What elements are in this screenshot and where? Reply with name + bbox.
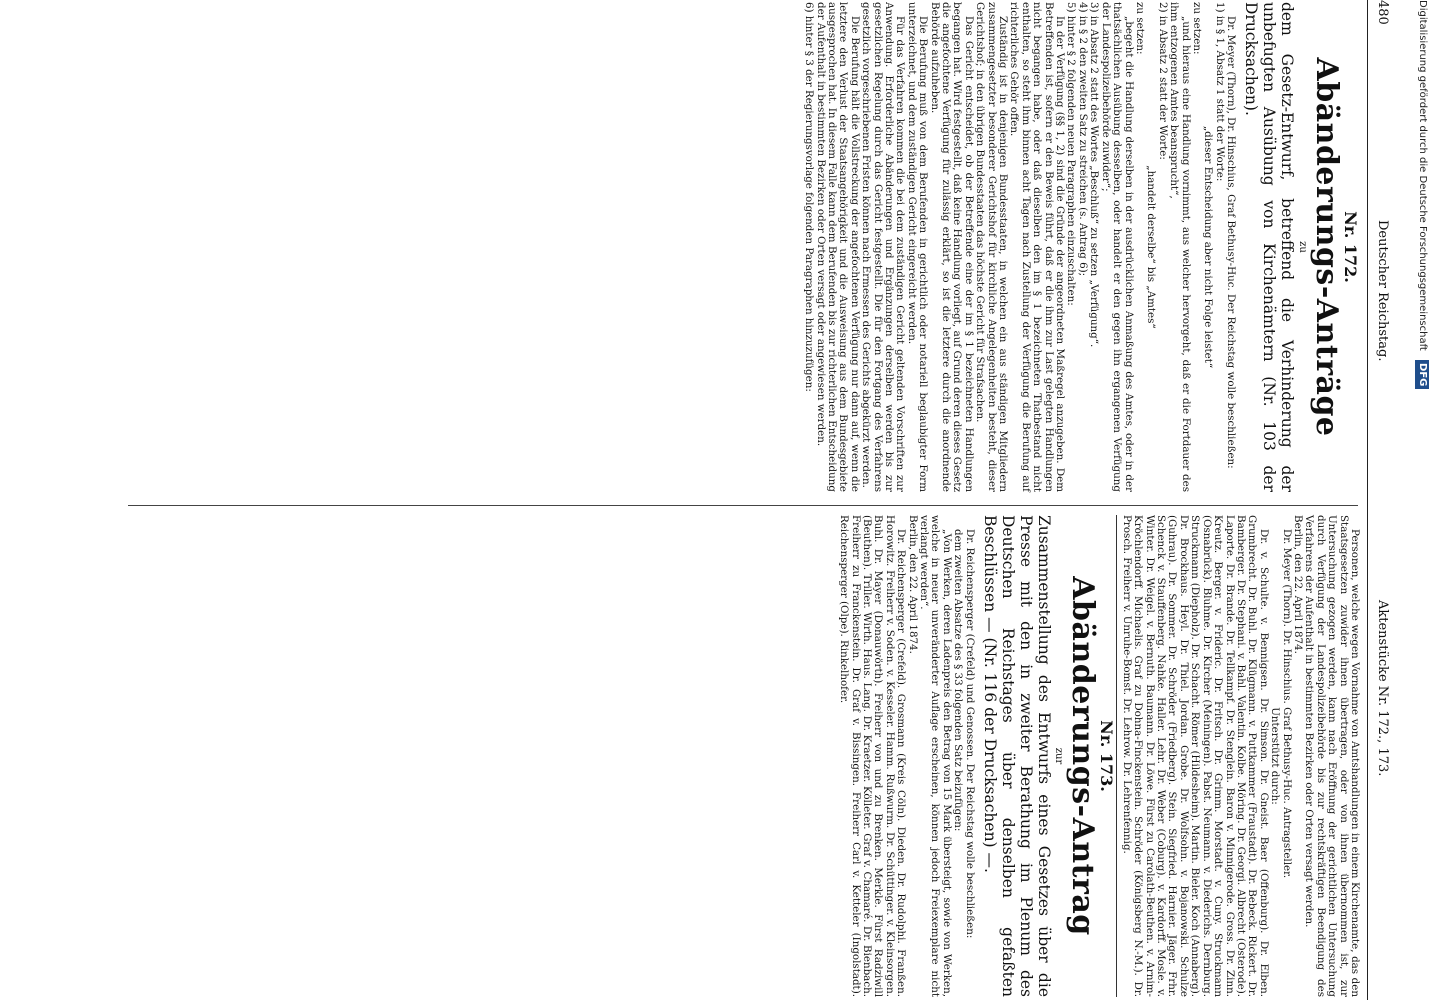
doc172-supported-by: Unterstützt durch:: [1269, 707, 1282, 805]
header-rule: [1367, 0, 1368, 1000]
dfg-watermark: [1411, 0, 1432, 1000]
column-divider: [128, 505, 1358, 506]
column-right: [838, 515, 1360, 997]
doc172-item-8: „begeht die Handlung derselben in der ausdrücklichen Anmaßung des Amtes, oder in der thatsächlichen Ausübung desselben, oder handelt er den gegen ihn ergangenen Verfügung der Landespolizeibehörde zuwider“;: [1099, 2, 1135, 492]
doc172-item-10: 4) in § 2 den zweiten Satz zu streichen (s. Antrag 6);: [1076, 2, 1089, 277]
doc172-signers: Dr. Meyer (Thorn). Dr. Hinschius. Graf Bethusy-Huc. Antragsteller.: [1280, 529, 1293, 879]
header-title: Deutscher Reichstag.: [1375, 220, 1390, 362]
doc172-date: Berlin, den 22. April 1874.: [1291, 515, 1304, 654]
doc172-item-7: zu setzen:: [1133, 2, 1146, 55]
column-left: [803, 2, 1360, 492]
doc172-para-7: 6) hinter § 3 der Regierungsvorlage folgenden Paragraphen hinzuzufügen:: [803, 2, 816, 392]
dfg-logo: DFG: [1415, 360, 1429, 389]
doc172-lead: dem Gesetz-Entwurf, betreffend die Verhinderung der unbefugten Ausübung von Kirchenämtern (Nr. 103 der Drucksachen).: [1242, 2, 1297, 492]
doc172-item-4: „und hieraus eine Handlung vornimmt, aus welcher hervorgeht, daß er die Fortdauer des ihm entzogenen Amtes beansprucht“,: [1168, 2, 1192, 492]
doc172-para-3: Das Gericht entscheidet, ob der Betreffende eine der im § 1 bezeichneten Handlungen begangen hat. Wird festgestellt, daß keine Handlung vorliegt, auf Grund deren dieses Gesetz die angefochtene Verfügung für zulässig erklärt, so ist die letztere durch die anordnende Behörde aufzuheben.: [928, 2, 975, 492]
doc172-para-6: Die Berufung hält die Vollstreckung der angefochtenen Verfügung nur dann auf, wenn die letztere den Verlust der Staatsangehörigkeit und die Ausweisung aus dem Bundesgebiete ausgesprochen hat. In diesem Falle kann dem Berufenden bis zur richterlichen Entscheidung der Aufenthalt in bestimmten Bezirken oder Orten versagt oder angewiesen werden.: [814, 2, 861, 492]
doc172-para-1: In der Verfügung (§§ 1, 2) sind die Gründe der angeordneten Maßregel anzugeben. Dem Betreffenden ist, sofern er den Beweis führt, daß er die ihm zur Last gelegten Handlungen nicht begangen habe, oder daß dieselben den im § 1 bezeichneten Thatbestand nicht enthalten, so steht ihm binnen acht Tagen nach Zustellung der Verfügung die Berufung auf richterliches Gehör offen.: [1008, 2, 1067, 492]
doc173-number: Nr. 173.: [1097, 720, 1117, 792]
doc172-para-5: Für das Verfahren kommen die bei dem zuständigen Gericht geltenden Vorschriften zur Anwendung. Erforderliche Abänderungen und Ergänzungen derselben werden bis zur gesetzlichen Regelung durch das Gericht festgestellt. Die für den Fortgang des Verfahrens gesetzlich vorgeschriebenen Fristen können nach Ermessen des Gerichts abgekürzt werden.: [860, 2, 907, 492]
doc173-movers: Dr. Reichensperger (Crefeld) und Genossen. Der Reichstag wolle beschließen:: [963, 529, 976, 939]
doc173-text-1: dem zweiten Absatze des § 33 folgenden Satz beizufügen:: [952, 529, 965, 832]
doc172-item-11: 5) hinter § 2 folgenden neuen Paragraphen einzuschalten:: [1065, 2, 1078, 306]
doc172-supporters: Dr. v. Schulte. v. Bennigsen. Dr. Simson. Dr. Gneist. Baer (Offenburg). Dr. Elben. Grumbrecht. Dr. Buhl. Dr. Klügmann. v. Puttkammer (Fraustadt). Dr. Bebeck. Rickert. Dr. Bamberger. Dr. Stephani. v. Bahl. Valentin. Kolbe. Möring. Dr. Georgi. Albrecht (Osterode). Laporte. Dr. Brande. Dr. Tellkampf. Dr. Stenglein. Baron v. Minnigerode. Gross. Dr. Zinn. Kreutz. Berger. v. Frideric. Dr. Fritsch. Dr. Grimm. Morstadt. v. Cuny. Struckmann (Osnabrück). Bluhme. Dr. Kircher (Meiningen). Pabst. Neumann. v. Diederichs. Dernburg. Struckmann (Diepholz). Dr. Schacht. Römer (Hildesheim). Martin. Bieler. Koch (Annaberg). Dr. Brockhaus. Heyl. Dr. Thiel. Jordan. Grobe. Dr. Wolfsohn. v. Bojanowski. Schulze (Guhrau). Dr. Sommer. Dr. Schröder (Friedberg). Stein. Siegfried. Harnier. Jäger. Frhr. Schenck v. Stauffenberg. Nahke. Haller. Lehr. Dr. Weber (Coburg). v. Kardorff. Mosle. v. Winter. Dr. Weigel. v. Bernuth. Baumann. Dr. Löwe. Fürst zu Carolath-Beuthen. v. Arnim-Kröchlendorff. Michaelis. Graf zu Dohna-Finckenstein. Schröder (Königsberg N.-M.). Dr. Prosch. Freiherr v. Unruhe-Bomst. Dr. Lehrow. Dr. Lehrenfennig.: [1120, 515, 1270, 997]
doc172-item-6: „handelt derselbe“ bis „Amtes“: [1145, 165, 1158, 329]
doc172-zu: zu: [1296, 241, 1308, 253]
doc173-text-2: „Von Werken, deren Ladenpreis den Betrag von 15 Mark übersteigt, sowie von Werken, welche in neuer unveränderter Auflage erscheinen, können jedoch Freiexemplare nicht verlangt werden“.: [918, 515, 953, 997]
doc172-para-2: Zuständig ist in denjenigen Bundesstaaten, in welchen ein aus ständigen Mitgliedern zusammengesetzter besonderer Gerichtshof für kirchliche Angelegenheiten besteht, dieser Gerichtshof; in den übrigen Bundesstaaten das höchste Gericht für Strafsachen.: [974, 2, 1010, 492]
doc172-cont-para: Personen, welche wegen Vornahme von Amtshandlungen in einem Kirchenamte, das den Staatsgesetzen zuwider ihnen übertragen, oder von ihnen übernommen ist, zur Untersuchung gezogen werden, kann nach Eröffnung der gerichtlichen Untersuchung durch Verfügung der Landespolizeibehörde bis zur rechtskräftigen Beendigung des Verfahrens der Aufenthalt in bestimmten Bezirken oder Orten versagt werden.: [1303, 515, 1361, 997]
dfg-watermark-text: Digitalisierung gefördert durch die Deutsche Forschungsgemeinschaft: [1417, 0, 1428, 351]
header-section: Aktenstücke Nr. 172., 173.: [1375, 600, 1390, 777]
doc173-date: Berlin, den 22. April 1874.: [906, 515, 919, 654]
doc172-para-4: Die Berufung muß von dem Berufenden in gerichtlich oder notariell beglaubigter Form unterzeichnet, und dem zuständigen Gericht eingereicht werden.: [905, 2, 930, 492]
doc172-item-2: „dieser Entscheidung aber nicht Folge leistet“: [1202, 125, 1215, 369]
doc172-item-9: 3) in Absatz 2 statt des Wortes „Beschluß“ zu setzen „Verfügung“.: [1088, 2, 1101, 348]
doc173-lead: Zusammenstellung des Entwurfs eines Gesetzes über die Presse mit den in zweiter Berathung im Plenum des Deutschen Reichstages über denselben gefaßten Beschlüssen — (Nr. 116 der Drucksachen) —.: [980, 515, 1053, 997]
page-header: [1364, 0, 1400, 1000]
doc172-number: Nr. 172.: [1341, 211, 1360, 283]
doc172-movers: Dr. Meyer (Thorn), Dr. Hinschius, Graf Bethusy-Huc. Der Reichstag wolle beschließen:: [1225, 16, 1238, 469]
doc172-item-3: zu setzen:: [1190, 2, 1203, 55]
doc172-heading: Abänderungs-Anträge: [1308, 57, 1344, 437]
doc173-heading: Abänderungs-Antrag: [1065, 576, 1101, 936]
doc173-signers: Dr. Reichensperger (Crefeld). Grosmann (Kreis Cöln). Dieden. Dr. Rudolphi. Franßen. Horowitz. Freiherr v. Soden. v. Kesseler. Hamm. Rußwurm. Dr. Schüttinger. v. Kleinsorgen. Buhl. Dr. Mayer (Donauwörth). Freiherr von und zu Brenken. Merkle. Fürst Radziwill (Beuthen). Triller. Wirth. Haus. Lang. Dr. Kraetzer. Kölleter. Graf v. Chamaré. Dr. Bienbach. Freiherr zu Franckenstein. Dr. Graf v. Bissingen. Freiherr Carl v. Ketteler (Ingolstadt). Reichensperger (Olpe). Rinkelhofer.: [838, 515, 908, 997]
doc172-item-5: 2) in Absatz 2 statt der Worte:: [1156, 2, 1169, 160]
section-rule: [1116, 515, 1117, 997]
doc172-item-1: 1) in § 1, Absatz 1 statt der Worte:: [1213, 2, 1226, 182]
doc173-zu: zur: [1053, 747, 1065, 765]
page-number: 480: [1375, 0, 1390, 25]
